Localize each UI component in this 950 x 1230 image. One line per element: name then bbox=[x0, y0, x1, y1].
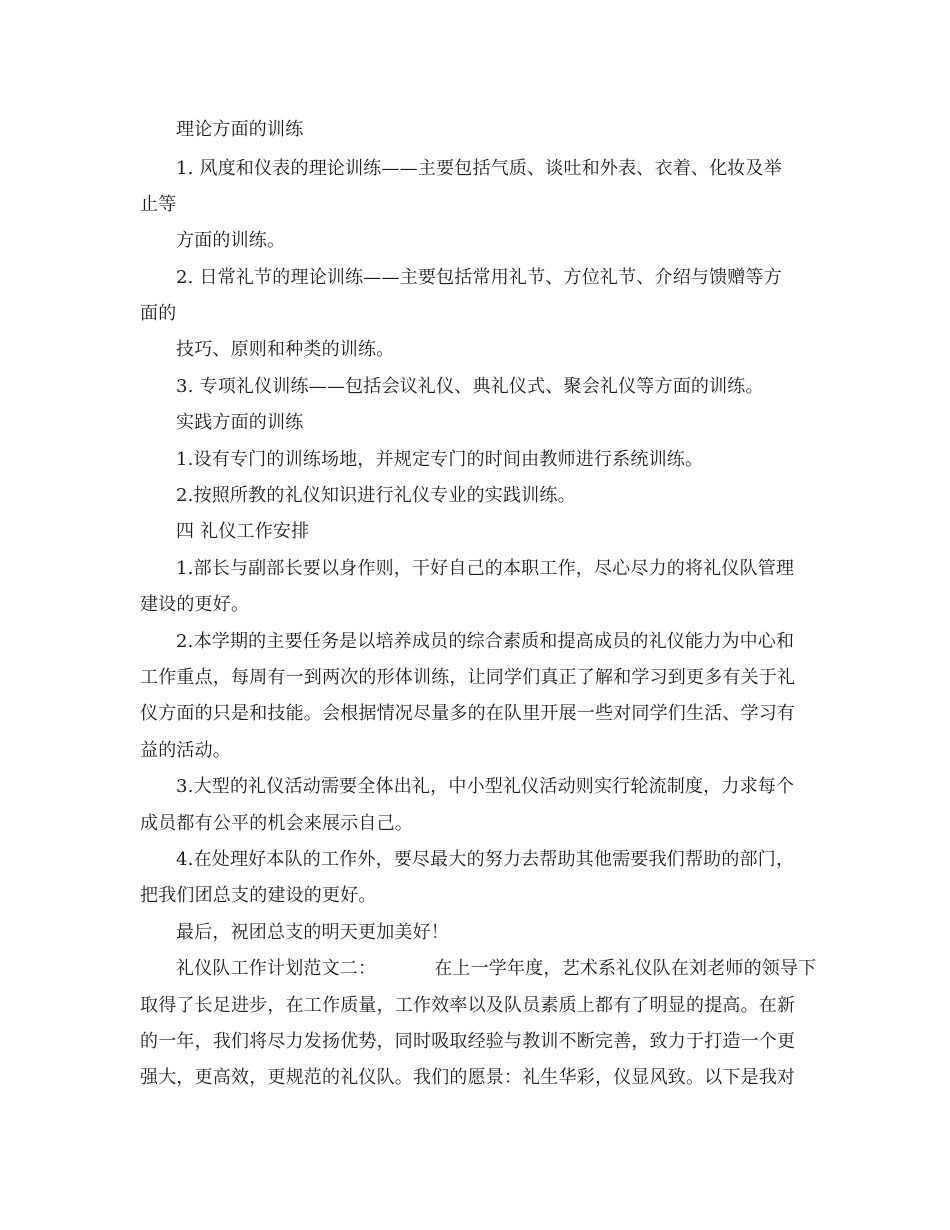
text-line: 取得了长足进步，在工作质量，工作效率以及队员素质上都有了明显的提高。在新 bbox=[140, 995, 796, 1016]
text-line: 1.部长与副部长要以身作则，干好自己的本职工作，尽心尽力的将礼仪队管理 bbox=[176, 558, 795, 579]
sample-two-opening: 在上一学年度，艺术系礼仪队在刘老师的领导下 bbox=[434, 958, 817, 979]
text-line: 仪方面的只是和技能。会根据情况尽量多的在队里开展一些对同学们生活、学习有 bbox=[140, 703, 796, 724]
text-line: 止等 bbox=[140, 194, 177, 215]
text-line: 方面的训练。 bbox=[176, 230, 286, 251]
heading-practice-training: 实践方面的训练 bbox=[176, 412, 304, 433]
text-line: 的一年，我们将尽力发扬优势，同时吸取经验与教训不断完善，致力于打造一个更 bbox=[140, 1031, 796, 1052]
text-line: 成员都有公平的机会来展示自己。 bbox=[140, 813, 413, 834]
text-line: 强大，更高效，更规范的礼仪队。我们的愿景：礼生华彩，仪显风致。以下是我对 bbox=[140, 1067, 796, 1088]
text-line: 2.本学期的主要任务是以培养成员的综合素质和提高成员的礼仪能力为中心和 bbox=[176, 631, 795, 652]
text-line: 3.大型的礼仪活动需要全体出礼，中小型礼仪活动则实行轮流制度，力求每个 bbox=[176, 776, 795, 797]
text-line: 2. 日常礼节的理论训练——主要包括常用礼节、方位礼节、介绍与馈赠等方 bbox=[176, 267, 782, 288]
text-line: 3. 专项礼仪训练——包括会议礼仪、典礼仪式、聚会礼仪等方面的训练。 bbox=[176, 376, 764, 397]
text-line: 工作重点，每周有一到两次的形体训练，让同学们真正了解和学习到更多有关于礼 bbox=[140, 667, 796, 688]
text-line: 2.按照所教的礼仪知识进行礼仪专业的实践训练。 bbox=[176, 485, 576, 506]
heading-work-arrangement: 四 礼仪工作安排 bbox=[176, 521, 310, 542]
text-line: 1. 风度和仪表的理论训练——主要包括气质、谈吐和外表、衣着、化妆及举 bbox=[176, 158, 782, 179]
text-line bbox=[176, 957, 820, 981]
text-line: 益的活动。 bbox=[140, 740, 231, 761]
text-line: 面的 bbox=[140, 303, 177, 324]
sample-two-title: 礼仪队工作计划范文二： bbox=[176, 958, 377, 979]
text-line: 技巧、原则和种类的训练。 bbox=[176, 339, 395, 360]
text-line: 1.设有专门的训练场地，并规定专门的时间由教师进行系统训练。 bbox=[176, 449, 704, 470]
closing-line: 最后，祝团总支的明天更加美好！ bbox=[176, 922, 449, 943]
text-line: 把我们团总支的建设的更好。 bbox=[140, 885, 377, 906]
text-line: 4.在处理好本队的工作外，要尽最大的努力去帮助其他需要我们帮助的部门， bbox=[176, 849, 795, 870]
text-line: 建设的更好。 bbox=[140, 594, 250, 615]
heading-theory-training: 理论方面的训练 bbox=[176, 119, 304, 140]
